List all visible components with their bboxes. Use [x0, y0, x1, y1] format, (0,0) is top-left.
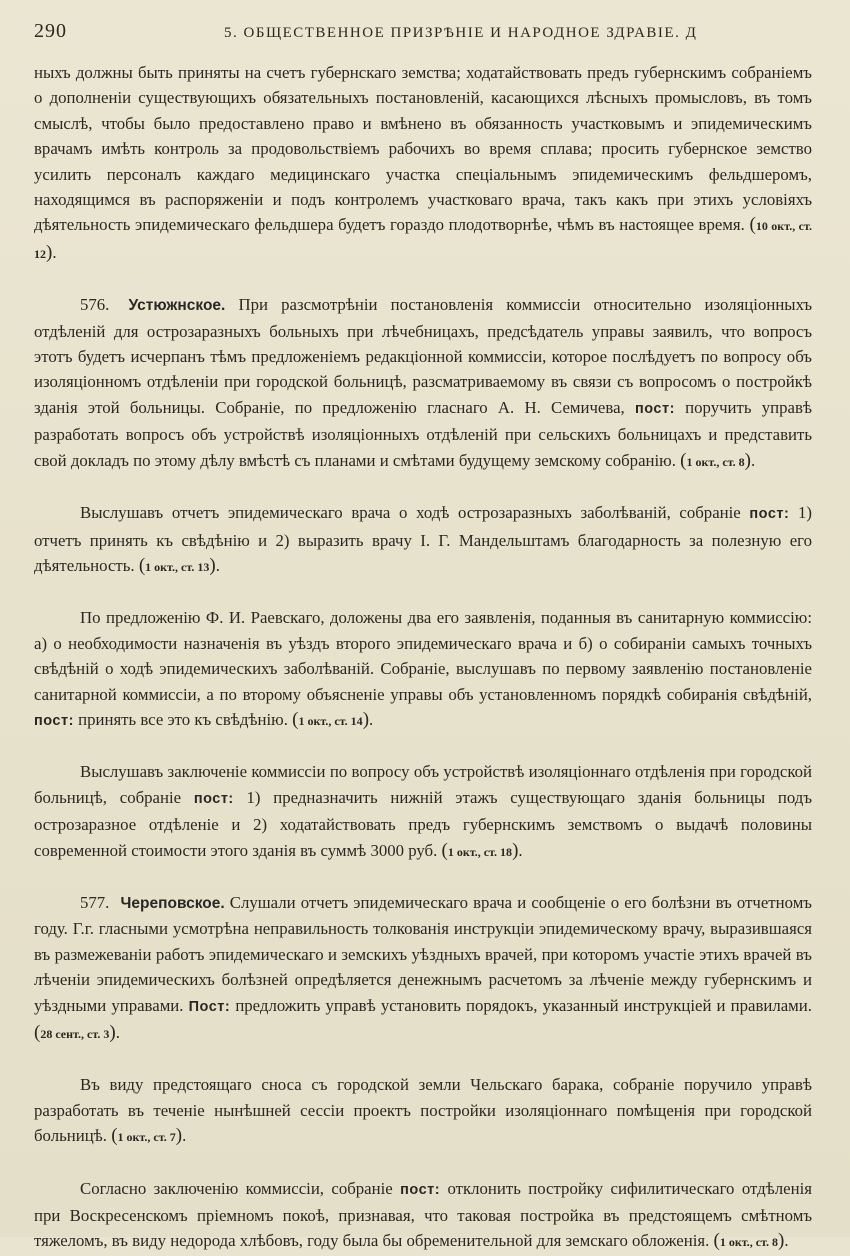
paragraph-syphilis-ward: Согласно заключенію коммиссіи, собраніе пост: отклонить постройку сифилитическаго отдѣленія при Воскресенскомъ пріемномъ покоѣ, признавая, что таковая постройка въ предстоящемъ смѣтномъ тяжеломъ, въ виду недорода хлѣбовъ, году была бы обременительной для земскаго обложенія. (1 окт., ст. 8).	[34, 1178, 812, 1252]
entry-number: 576.	[80, 295, 110, 315]
page-number: 290	[34, 20, 67, 42]
entry-577-cherepovets: 577. Череповское. Слушали отчетъ эпидемическаго врача и сообщеніе о его болѣзни въ отчетномъ году. Г.г. гласными усмотрѣна неправильность толкованія инструкціи эпидемическому врачу, выразившаяся въ размежеваніи работъ эпидемическаго и земскихъ уѣздныхъ врачей, при которомъ участіе этихъ врачей въ лѣченіи эпидемическихъ болѣзней опредѣляется денежнымъ расчетомъ за лѣченіе между губернскимъ и уѣздными управами. Пост: предложить управѣ установить порядокъ, указанный инструкціей и правилами. (28 сент., ст. 3).	[34, 892, 812, 1043]
paragraph-text: 1) отчетъ принять къ свѣдѣнію и 2) выразить врачу І. Г. Мандельштамъ благодарность за полезную его дѣятельность.	[34, 503, 812, 575]
district-name: Череповское.	[120, 894, 225, 912]
entry-576-ustyuzhna: 576. Устюжнское. При разсмотрѣніи постановленія коммиссіи относительно изоляціонныхъ отдѣленій для острозаразныхъ больныхъ при лѣчебницахъ, предсѣдатель управы заявилъ, что вопросъ этотъ будетъ исчерпанъ тѣмъ предложеніемъ редакціонной коммиссіи, которое послѣдуетъ по вопросу объ изоляціонномъ отдѣленіи при городской больницѣ, разсматриваемому въ связи съ вопросомъ о постройкѣ зданія этой больницы. Собраніе, по предложенію гласнаго А. Н. Семичева, пост: поручить управѣ разработать вопросъ объ устройствѣ изоляціонныхъ отдѣленій при сельскихъ больницахъ и представить свой докладъ по этому дѣлу вмѣстѣ съ планами и смѣтами будущему земскому собранію. (1 окт., ст. 8).	[34, 295, 812, 471]
page-header	[34, 20, 812, 50]
resolution-marker: пост:	[749, 506, 790, 523]
paragraph-raevsky-proposals: По предложенію Ф. И. Раевскаго, доложены два его заявленія, поданныя въ санитарную коммиссію: а) о необходимости назначенія въ уѣздъ второго эпидемическаго врача и б) о собираніи самыхъ точныхъ свѣдѣній о ходѣ эпидемическихъ заболѣваній. Собраніе, выслушавъ по первому заявленію постановленіе санитарной коммиссіи, а по второму объясненіе управы объ установленномъ порядкѣ собиранія свѣдѣній, пост: принять все это къ свѣдѣнію. (1 окт., ст. 14).	[34, 608, 812, 730]
citation-ref: 1 окт., ст. 14	[298, 713, 363, 728]
paragraph-text: Выслушавъ отчетъ эпидемическаго врача о ходѣ острозаразныхъ заболѣваній, собраніе	[80, 503, 741, 523]
citation-ref: 1 окт., ст. 7	[117, 1130, 176, 1145]
paragraph-epidemic-report: Выслушавъ отчетъ эпидемическаго врача о ходѣ острозаразныхъ заболѣваній, собраніе пост: 1) отчетъ принять къ свѣдѣнію и 2) выразить врачу І. Г. Мандельштамъ благодарность за полезную его дѣятельность. (1 окт., ст. 13).	[34, 503, 812, 576]
paragraph-text: поручить управѣ разработать вопросъ объ устройствѣ изоляціонныхъ отдѣленій при сельскихъ больницахъ и представить свой докладъ по этому дѣлу вмѣстѣ съ планами и смѣтами будущему земскому собранію.	[34, 397, 812, 470]
paragraph-text: Въ виду предстоящаго сноса съ городской земли Чельскаго барака, собраніе поручило управѣ разработать въ теченіе нынѣшней сессіи проектъ постройки изоляціоннаго помѣщенія при городской больницѣ.	[34, 1075, 812, 1146]
paragraph-text: ныхъ должны быть приняты на счетъ губернскаго земства; ходатайствовать предъ губернскимъ собраніемъ о дополненіи существующихъ обязательныхъ постановленій, касающихся лѣсныхъ промысловъ, въ томъ смыслѣ, чтобы было предоставлено право и вмѣнено въ обязанность участковымъ и эпидемическимъ врачамъ имѣть контроль за продовольствіемъ рабочихъ во время сплава; просить губернское земство усилить персоналъ каждаго медицинскаго участка спеціальнымъ эпидемическимъ фельдшеромъ, находящимся въ распоряженіи и подъ контролемъ участковаго врача, такъ какъ при этихъ условіяхъ дѣятельность эпидемическаго фельдшера будетъ гораздо плодотворнѣе, чѣмъ въ настоящее время.	[34, 63, 812, 235]
resolution-marker: пост:	[34, 712, 74, 729]
resolution-marker: пост:	[400, 1181, 441, 1198]
resolution-marker: пост:	[193, 790, 234, 807]
paragraph-text: отклонить постройку сифилитическаго отдѣленія при Воскресенскомъ пріемномъ покоѣ, признавая, что таковая постройка въ предстоящемъ смѣтномъ тяжеломъ, въ виду недорода хлѣбовъ, году была бы обременительной для земскаго обложенія.	[34, 1178, 812, 1251]
citation-ref: 1 окт., ст. 18	[447, 844, 513, 859]
paragraph-text: предложить управѣ установить порядокъ, указанный инструкціей и правилами.	[235, 995, 812, 1015]
resolution-marker: пост:	[634, 400, 675, 417]
entry-number: 577.	[80, 892, 110, 912]
paragraph-text: Выслушавъ заключеніе коммиссіи по вопросу объ устройствѣ изоляціоннаго отдѣленія при городской больницѣ, собраніе	[34, 762, 812, 807]
citation-ref: 1 окт., ст. 8	[719, 1235, 779, 1250]
paragraph-text: 1) предназначить нижній этажъ существующаго зданія больницы подъ острозаразное отдѣленіе и 2) ходатайствовать предъ губернскимъ земствомъ о выдачѣ половины современной стоимости этого зданія въ суммѣ 3000 руб.	[34, 787, 812, 860]
paragraph-text: По предложенію Ф. И. Раевскаго, доложены два его заявленія, поданныя въ санитарную коммиссію: а) о необходимости назначенія въ уѣздъ второго эпидемическаго врача и б) о собираніи самыхъ точныхъ свѣдѣній о ходѣ эпидемическихъ заболѣваній. Собраніе, выслушавъ по первому заявленію постановленіе санитарной коммиссіи, а по второму объясненіе управы объ установленномъ порядкѣ собиранія свѣдѣній,	[34, 608, 812, 704]
paragraph-text: При разсмотрѣніи постановленія коммиссіи относительно изоляціонныхъ отдѣленій для острозаразныхъ больныхъ при лѣчебницахъ, предсѣдатель управы заявилъ, что вопросъ этотъ будетъ исчерпанъ тѣмъ предложеніемъ редакціонной коммиссіи, которое послѣдуетъ по вопросу объ изоляціонномъ отдѣленіи при городской больницѣ, разсматриваемому въ связи съ вопросомъ о постройкѣ зданія этой больницы. Собраніе, по предложенію гласнаго А. Н. Семичева,	[34, 295, 812, 417]
paragraph-continuation: ныхъ должны быть приняты на счетъ губернскаго земства; ходатайствовать предъ губернскимъ собраніемъ о дополненіи существующихъ обязательныхъ постановленій, касающихся лѣсныхъ промысловъ, въ томъ смыслѣ, чтобы было предоставлено право и вмѣнено въ обязанность участковымъ и эпидемическимъ врачамъ имѣть контроль за продовольствіемъ рабочихъ во время сплава; просить губернское земство усилить персоналъ каждаго медицинскаго участка спеціальнымъ эпидемическимъ фельдшеромъ, находящимся въ распоряженіи и подъ контролемъ участковаго врача, такъ какъ при этихъ условіяхъ дѣятельность эпидемическаго фельдшера будетъ гораздо плодотворнѣе, чѣмъ въ настоящее время. (10 окт., ст. 12).	[34, 63, 812, 263]
citation-ref: 1 окт., ст. 13	[145, 559, 210, 574]
paragraph-chelsky-barrack: Въ виду предстоящаго сноса съ городской земли Чельскаго барака, собраніе поручило управѣ разработать въ теченіе нынѣшней сессіи проектъ постройки изоляціоннаго помѣщенія при городской больницѣ. (1 окт., ст. 7).	[34, 1075, 812, 1147]
citation-ref: 10 окт., ст. 12	[34, 219, 812, 261]
running-head: 5. ОБЩЕСТВЕННОЕ ПРИЗРѢНІЕ И НАРОДНОЕ ЗДРАВІЕ. Д	[224, 25, 698, 41]
citation-ref: 28 сент., ст. 3	[40, 1027, 110, 1041]
paragraph-text: Слушали отчетъ эпидемическаго врача и сообщеніе о его болѣзни въ отчетномъ году. Г.г. гласными усмотрѣна неправильность толкованія инструкціи эпидемическому врачу, выразившаяся въ размежеваніи работъ эпидемическаго и земскихъ уѣздныхъ врачей, при которомъ участіе этихъ врачей въ лѣченіи эпидемическихъ болѣзней опредѣляется денежнымъ расчетомъ за лѣченіе между губернскимъ и уѣздными управами.	[34, 892, 812, 1015]
paragraph-text: Согласно заключенію коммиссіи, собраніе	[80, 1178, 393, 1198]
paragraph-isolation-ward: Выслушавъ заключеніе коммиссіи по вопросу объ устройствѣ изоляціоннаго отдѣленія при городской больницѣ, собраніе пост: 1) предназначить нижній этажъ существующаго зданія больницы подъ острозаразное отдѣленіе и 2) ходатайствовать предъ губернскимъ земствомъ о выдачѣ половины современной стоимости этого зданія въ суммѣ 3000 руб. (1 окт., ст. 18).	[34, 762, 812, 861]
district-name: Устюжнское.	[128, 297, 226, 315]
paragraph-text: принять все это къ свѣдѣнію.	[78, 709, 288, 729]
citation-ref: 1 окт., ст. 8	[686, 454, 745, 469]
resolution-marker: Пост:	[188, 998, 231, 1015]
